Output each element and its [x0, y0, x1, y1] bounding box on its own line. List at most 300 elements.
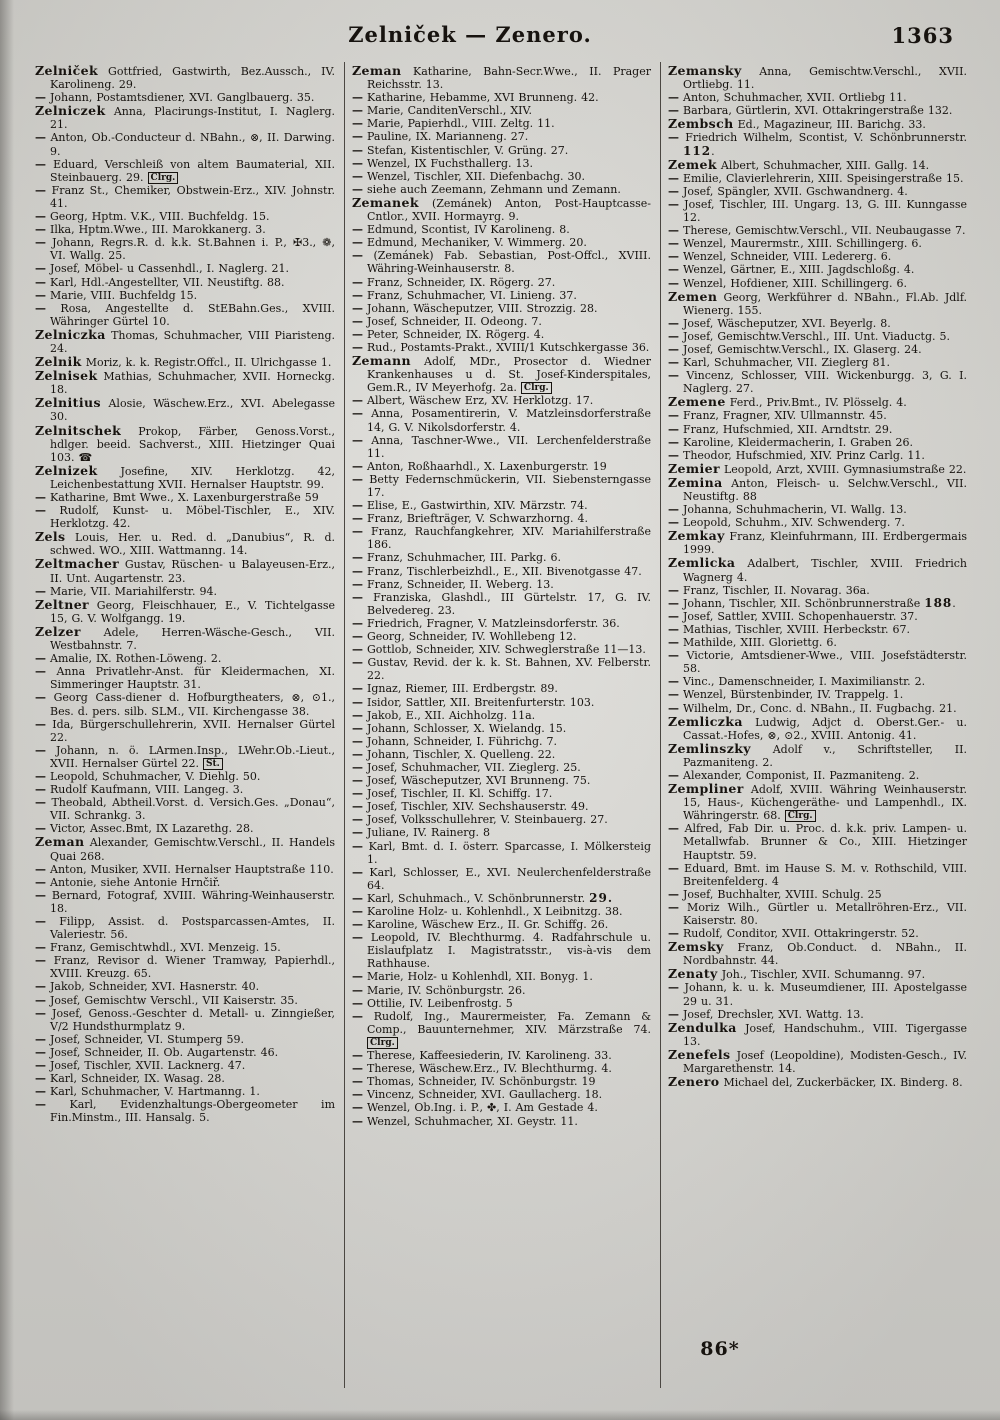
directory-entry: — Rud., Postamts-Prakt., XVIII/1 Kutschkergasse 36.	[352, 340, 650, 354]
entry-dash: —	[35, 1085, 46, 1099]
directory-entry: — Ida, Bürgerschullehrerin, XVII. Hernalser Gürtel 22.	[35, 717, 335, 744]
entry-dash: —	[352, 616, 363, 630]
directory-entry: — Vinc., Damenschneider, I. Maximilianstr. 2.	[668, 675, 926, 689]
directory-entry: — Albert, Wäschew Erz, XV. Herklotzg. 17.	[352, 394, 594, 408]
entry-dash: —	[35, 652, 46, 666]
directory-entry: Zemansky Anna, Gemischtw.Verschl., XVII. Ortliebg. 11.	[668, 63, 967, 92]
entry-dash: —	[35, 691, 46, 705]
directory-entry: — Josef, Drechsler, XVI. Wattg. 13.	[668, 1007, 864, 1021]
entry-dash: —	[35, 915, 46, 928]
entry-surname: Zelniczek	[35, 103, 106, 119]
directory-entry: — Josef, Tischler, XIV. Sechshauserstr. 49.	[352, 800, 589, 814]
entry-dash: —	[352, 905, 363, 918]
entry-surname: Zenefels	[668, 1046, 731, 1062]
entry-dash: —	[668, 131, 679, 145]
directory-entry: — Rosa, Angestellte d. StEBahn.Ges., XVIII. Währinger Gürtel 10.	[35, 301, 335, 328]
entry-dash: —	[352, 1009, 363, 1023]
directory-entry: Zenefels Josef (Leopoldine), Modisten-Gesch., IV. Margarethenstr. 14.	[668, 1046, 967, 1076]
entry-dash: —	[668, 688, 679, 702]
directory-entry: — Anna, Taschner-Wwe., VII. Lerchenfelderstraße 11.	[352, 433, 651, 460]
entry-dash: —	[352, 407, 363, 421]
entry-dash: —	[352, 1062, 363, 1076]
directory-entry: — Wenzel, Schneider, VIII. Ledererg. 6.	[668, 250, 892, 264]
directory-entry: — Wenzel, IX Fuchsthallerg. 13.	[352, 156, 533, 170]
entry-surname: Zemanek	[352, 194, 419, 210]
directory-entry: — Anna Privatlehr-Anst. für Kleidermachen, XI. Simmeringer Hauptstr. 31.	[35, 665, 335, 692]
directory-entry: — Gustav, Revid. der k. k. St. Bahnen, XV. Felberstr. 22.	[352, 656, 651, 683]
directory-entry: — Georg, Hptm. V.K., VIII. Buchfeldg. 15.	[35, 210, 270, 224]
entry-dash: —	[352, 1114, 363, 1128]
entry-dash: —	[35, 301, 46, 315]
directory-entry: — Wenzel, Schuhmacher, XI. Geystr. 11.	[352, 1114, 578, 1128]
entry-dash: —	[352, 182, 363, 196]
entry-dash: —	[352, 327, 363, 341]
directory-entry: — Josef, Buchhalter, XVIII. Schulg. 25	[668, 887, 882, 901]
entry-dash: —	[352, 918, 363, 932]
entry-dash: —	[352, 839, 363, 853]
directory-entry: — Johann, Schlosser, X. Wielandg. 15.	[352, 721, 567, 735]
directory-entry: Zelniček Gottfried, Gastwirth, Bez.Aussch., IV. Karolineng. 29.	[35, 63, 335, 92]
directory-entry: — Franz, Schneider, IX. Rögerg. 27.	[352, 275, 556, 289]
entry-surname: Zemansky	[668, 63, 742, 78]
entry-dash: —	[352, 865, 363, 879]
entry-surname: Zemkay	[668, 528, 725, 544]
directory-entry: — Johann, Tischler, XII. Schönbrunnerstraße 188.	[668, 595, 956, 610]
entry-dash: —	[352, 314, 363, 328]
directory-entry: — Anna, Posamentirerin, V. Matzleinsdorferstraße 14, G. V. Nikolsdorferstr. 4.	[352, 407, 651, 434]
directory-entry: — Franz, Fragner, XIV. Ullmannstr. 45.	[668, 409, 887, 423]
entry-surname: Zels	[35, 529, 66, 545]
directory-entry: — Mathias, Tischler, XVIII. Herbeckstr. 67.	[668, 622, 910, 636]
directory-entry: — Moriz Wilh., Gürtler u. Metallröhren-Erz., VII. Kaiserstr. 80.	[668, 900, 967, 927]
entry-surname: Zelzer	[35, 623, 81, 639]
directory-entry: — Bernard, Fotograf, XVIII. Währing-Weinhauserstr. 18.	[35, 888, 335, 915]
directory-entry: — Therese, Wäschew.Erz., IV. Blechthurmg. 4.	[352, 1062, 612, 1076]
entry-dash: —	[352, 1075, 363, 1089]
directory-entry: — Franz, Schuhmacher, III. Parkg. 6.	[352, 551, 562, 565]
directory-entry: — Peter, Schneider, IX. Rögerg. 4.	[352, 327, 545, 341]
entry-dash: —	[35, 210, 46, 224]
entry-dash: —	[668, 675, 679, 689]
entry-dash: —	[668, 237, 679, 251]
entry-dash: —	[352, 512, 363, 526]
directory-entry: — Franz, Schuhmacher, VI. Linieng. 37.	[352, 288, 577, 302]
entry-dash: —	[35, 875, 46, 889]
directory-entry: — Alexander, Componist, II. Pazmaniteng. 2.	[668, 768, 920, 782]
entry-dash: —	[668, 171, 679, 185]
entry-dash: —	[668, 435, 679, 449]
entry-dash: —	[352, 130, 363, 144]
directory-entry: — Marie, VIII. Buchfeldg 15.	[35, 288, 198, 302]
entry-dash: —	[352, 787, 363, 801]
directory-entry: Zemene Ferd., Priv.Bmt., IV. Plösselg. 4.	[668, 394, 907, 410]
directory-entry: Zeltner Georg, Fleischhauer, E., V. Tichtelgasse 15, G. V. Wolfgangg. 19.	[35, 596, 335, 625]
entry-surname: Zeltner	[35, 596, 90, 612]
directory-entry: Zendulka Josef, Handschuhm., VIII. Tigergasse 13.	[668, 1019, 967, 1048]
directory-entry: — Vincenz, Schlosser, VIII. Wickenburgg. 3, G. I. Naglerg. 27.	[668, 369, 967, 396]
entry-dash: —	[668, 887, 679, 901]
directory-entry: — Georg, Schneider, IV. Wohllebeng 12.	[352, 630, 577, 644]
entry-surname: Zelnizek	[35, 462, 98, 478]
entry-dash: —	[352, 499, 363, 513]
entry-surname: Zeltmacher	[35, 556, 120, 572]
entry-dash: —	[352, 630, 363, 644]
directory-column-1	[28, 62, 344, 1388]
directory-entry: Zelnizek Josefine, XIV. Herklotzg. 42, Leichenbestattung XVII. Hernalser Hauptstr. 99.	[35, 462, 335, 491]
directory-entry: — Therese, Gemischtw.Verschl., VII. Neubaugasse 7.	[668, 224, 966, 238]
entry-dash: —	[35, 1072, 46, 1086]
directory-entry: — Franz, Schneider, II. Weberg. 13.	[352, 577, 554, 591]
entry-surname: Zenaty	[668, 966, 718, 982]
entry-dash: —	[35, 783, 46, 797]
entry-dash: —	[352, 249, 363, 263]
entry-dash: —	[352, 891, 363, 905]
entry-dash: —	[352, 813, 363, 827]
directory-entry: — Josef, Möbel- u Cassenhdl., I. Naglerg. 21.	[35, 262, 289, 276]
entry-dash: —	[668, 701, 679, 715]
directory-entry: — Leopold, Schuhm., XIV. Schwenderg. 7.	[668, 516, 905, 530]
entry-dash: —	[668, 596, 679, 610]
directory-entry: — Edmund, Mechaniker, V. Wimmerg. 20.	[352, 236, 587, 250]
directory-entry: Zeman Katharine, Bahn-Secr.Wwe., II. Prager Reichsstr. 13.	[352, 63, 651, 92]
directory-entry: — Wenzel, Bürstenbinder, IV. Trappelg. 1.	[668, 688, 904, 702]
entry-dash: —	[352, 104, 363, 118]
directory-entry: — Karl, Bmt. d. I. österr. Sparcasse, I. Mölkersteig 1.	[352, 839, 651, 866]
directory-entry: — Wenzel, Ob.Ing. i. P., ✤, I. Am Gestade 4.	[352, 1101, 598, 1115]
directory-entry: Zelnitschek Prokop, Färber, Genoss.Vorst., hdlger. beeid. Sachverst., XIII. Hietzinger Quai 103. ☎	[35, 422, 335, 464]
entry-dash: —	[668, 224, 679, 238]
entry-dash: —	[35, 941, 46, 955]
entry-dash: —	[35, 743, 46, 757]
entry-dash: —	[668, 356, 679, 370]
entry-surname: Zempliner	[668, 781, 744, 797]
entry-dash: —	[352, 1101, 363, 1115]
entry-dash: —	[35, 1059, 46, 1073]
entry-dash: —	[668, 316, 679, 330]
scan-shadow-left	[0, 0, 14, 1420]
entry-dash: —	[35, 491, 46, 504]
directory-entry: — Georg Cass-diener d. Hofburgtheaters, ⊗, ⊙1., Bes. d. pers. silb. SLM., VII. Kirchengasse 38.	[35, 691, 335, 718]
entry-dash: —	[35, 717, 46, 731]
directory-entry: Zemann Adolf, MDr., Prosector d. Wiedner Krankenhauses u d. St. Josef-Kinderspitales, Gem.R., IV Meyerhofg. 2a. Clrg.	[352, 353, 651, 395]
entry-dash: —	[668, 649, 679, 663]
entry-surname: Zelniczka	[35, 326, 106, 342]
entry-dash: —	[668, 448, 679, 462]
entry-dash: —	[352, 996, 363, 1010]
entry-dash: —	[668, 927, 679, 941]
entry-dash: —	[352, 800, 363, 814]
directory-entry: — Karl, Schuhmacher, VII. Zieglerg 81.	[668, 356, 890, 370]
directory-entry: — Victorie, Amtsdiener-Wwe., VIII. Josefstädterstr. 58.	[668, 649, 967, 676]
directory-entry: Zemlinszky Adolf v., Schriftsteller, II. Pazmaniteng. 2.	[668, 740, 967, 769]
entry-dash: —	[35, 665, 46, 679]
entry-dash: —	[668, 329, 679, 343]
entry-dash: —	[35, 275, 46, 289]
directory-entry: — Franziska, Glashdl., III Gürtelstr. 17, G. IV. Belvedereg. 23.	[352, 590, 651, 617]
directory-entry: — Josef, Genoss.-Geschter d. Metall- u. Zinngießer, V/2 Hundsthurmplatz 9.	[35, 1006, 335, 1033]
directory-entry: Zelnik Moriz, k. k. Registr.Offcl., II. Ulrichgasse 1.	[35, 354, 332, 370]
entry-dash: —	[35, 288, 46, 302]
directory-entry: — Alfred, Fab Dir. u. Proc. d. k.k. priv. Lampen- u. Metallwfab. Brunner & Co., XIII. Hietzinger Hauptstr. 59.	[668, 822, 967, 862]
directory-entry: — Karl, Hdl.-Angestellter, VII. Neustiftg. 88.	[35, 275, 285, 289]
entry-dash: —	[352, 156, 363, 170]
entry-dash: —	[668, 516, 679, 530]
directory-entry: — Jakob, Schneider, XVI. Hasnerstr. 40.	[35, 980, 260, 994]
entry-dash: —	[35, 131, 46, 145]
directory-entry: — Wilhelm, Dr., Conc. d. NBahn., II. Fugbachg. 21.	[668, 701, 957, 715]
entry-dash: —	[35, 1045, 46, 1059]
directory-entry: — Anton, Musiker, XVII. Hernalser Hauptstraße 110.	[35, 862, 334, 876]
directory-entry: — Johann, Tischler, X. Quelleng. 22.	[352, 747, 556, 761]
directory-entry: — Theobald, Abtheil.Vorst. d. Versich.Ges. „Donau“, VII. Schrankg. 3.	[35, 796, 335, 823]
entry-surname: Zemene	[668, 394, 726, 410]
directory-entry: — Therese, Kaffeesiederin, IV. Karolineng. 33.	[352, 1049, 612, 1063]
entry-dash: —	[668, 409, 679, 423]
directory-entry: Zembsch Ed., Magazineur, III. Barichg. 33.	[668, 116, 926, 132]
directory-entry: Zemier Leopold, Arzt, XVIII. Gymnasiumstraße 22.	[668, 460, 967, 476]
entry-dash: —	[668, 422, 679, 436]
entry-dash: —	[352, 551, 363, 565]
directory-entry: — Josef, Wäscheputzer, XVI Brunneng. 75.	[352, 774, 591, 788]
directory-entry: — Rudolf, Ing., Maurermeister, Fa. Zemann & Comp., Bauunternehmer, XIV. Märzstraße 74. Clrg.	[352, 1009, 651, 1048]
directory-entry: — Josef, Schneider, II. Ob. Augartenstr. 46.	[35, 1045, 279, 1059]
directory-entry: — Wenzel, Gärtner, E., XIII. Jagdschloßg. 4.	[668, 263, 915, 277]
entry-surname: Zendulka	[668, 1019, 737, 1035]
entry-dash: —	[668, 184, 679, 198]
directory-entry: — Josef, Schneider, VI. Stumperg 59.	[35, 1032, 244, 1046]
directory-entry: Zemina Anton, Fleisch- u. Selchw.Verschl., VII. Neustiftg. 88	[668, 474, 967, 503]
directory-entry: — Johann, Wäscheputzer, VIII. Strozzig. 28.	[352, 301, 598, 315]
entry-dash: —	[352, 288, 363, 302]
entry-dash: —	[352, 983, 363, 997]
entry-surname: Zemlicka	[668, 555, 736, 571]
directory-entry: — Johann, n. ö. LArmen.Insp., LWehr.Ob.-Lieut., XVII. Hernalser Gürtel 22. St.	[35, 743, 335, 770]
entry-surname: Zemsky	[668, 939, 724, 955]
directory-entry: — Marie, VII. Mariahilferstr. 94.	[35, 584, 217, 598]
directory-entry: Zelnisek Mathias, Schuhmacher, XVII. Horneckg. 18.	[35, 368, 335, 397]
entry-dash: —	[35, 183, 46, 197]
page-footer	[660, 1338, 780, 1360]
entry-dash: —	[352, 643, 363, 657]
directory-entry: — Stefan, Kistentischler, V. Grüng. 27.	[352, 143, 569, 157]
entry-dash: —	[352, 472, 363, 486]
entry-dash: —	[352, 223, 363, 237]
entry-dash: —	[352, 695, 363, 709]
directory-entry: Zemanek (Zemánek) Anton, Post-Hauptcasse-Cntlor., XVII. Hormayrg. 9.	[352, 194, 651, 224]
entry-dash: —	[668, 583, 679, 597]
directory-entry: — Marie, Holz- u Kohlenhdl, XII. Bonyg. 1.	[352, 970, 593, 984]
entry-dash: —	[352, 1088, 363, 1102]
entry-dash: —	[668, 276, 679, 290]
entry-dash: —	[35, 157, 46, 171]
entry-dash: —	[35, 862, 46, 876]
directory-entry: — siehe auch Zeemann, Zehmann und Zemann.	[352, 182, 621, 196]
entry-badge: Clrg.	[367, 1037, 398, 1049]
entry-surname: Zeman	[352, 63, 402, 78]
directory-entry: — Anton, Roßhaarhdl., X. Laxenburgerstr. 19	[352, 459, 607, 473]
entry-dash: —	[35, 822, 46, 836]
directory-entry: Zempliner Adolf, XVIII. Währing Weinhauserstr. 15, Haus-, Küchengeräthe- und Lampenhdl., IX. Währingerstr. 68. Clrg.	[668, 781, 967, 823]
entry-surname: Zelnitius	[35, 395, 101, 411]
entry-dash: —	[35, 1098, 46, 1112]
directory-entry: — Karoline Holz- u. Kohlenhdl., X Leibnitzg. 38.	[352, 905, 623, 918]
entry-dash: —	[352, 459, 363, 473]
entry-dash: —	[352, 1049, 363, 1063]
directory-entry: — Josef, Tischler, III. Ungarg. 13, G. III. Kunngasse 12.	[668, 197, 967, 225]
entry-surname: Zemen	[668, 288, 718, 304]
entry-dash: —	[35, 223, 46, 237]
directory-entry: — Amalie, IX. Rothen-Löweng. 2.	[35, 652, 222, 666]
directory-entry: Zemsky Franz, Ob.Conduct. d. NBahn., II. Nordbahnstr. 44.	[668, 939, 967, 968]
entry-dash: —	[668, 503, 679, 517]
directory-entry: — Gottlob, Schneider, XIV. Schweglerstraße 11—13.	[352, 643, 646, 657]
directory-entry: — Katharine, Hebamme, XVI Brunneng. 42.	[352, 91, 599, 105]
directory-entry: — Josef, Tischler, XVII. Lacknerg. 47.	[35, 1059, 246, 1073]
entry-dash: —	[352, 760, 363, 774]
page-title: Zelniček — Zenero.	[348, 22, 592, 47]
directory-entry: — Franz, Briefträger, V. Schwarzhorng. 4.	[352, 512, 588, 526]
directory-entry: — Josef, Schuhmacher, VII. Zieglerg. 25.	[352, 760, 581, 774]
entry-dash: —	[35, 584, 46, 598]
directory-entry: — Marie, Papierhdl., VIII. Zeltg. 11.	[352, 117, 555, 131]
directory-entry: — Josef, Schneider, II. Odeong. 7.	[352, 314, 542, 328]
entry-dash: —	[668, 342, 679, 356]
directory-entry: — Franz, Revisor d. Wiener Tramway, Papierhdl., XVIII. Kreuzg. 65.	[35, 954, 335, 981]
entry-surname: Zeman	[35, 834, 85, 850]
directory-entry: — Rudolf, Conditor, XVII. Ottakringerstr. 52.	[668, 927, 919, 941]
entry-dash: —	[352, 590, 363, 604]
entry-dash: —	[35, 236, 46, 250]
entry-surname: Zemlinszky	[668, 740, 751, 756]
directory-column-2	[344, 62, 660, 1388]
directory-entry: — Theodor, Hufschmied, XIV. Prinz Carlg. 11.	[668, 448, 925, 462]
entry-dash: —	[668, 981, 679, 995]
directory-entry: — Karl, Schlosser, E., XVI. Neulerchenfelderstraße 64.	[352, 865, 651, 892]
directory-entry: — Franz, Tischler, II. Novarag. 36a.	[668, 583, 870, 597]
entry-dash: —	[668, 622, 679, 636]
entry-dash: —	[352, 564, 363, 578]
entry-dash: —	[668, 1007, 679, 1021]
directory-entry: — Franz, Gemischtwhdl., XVI. Menzeig. 15.	[35, 941, 281, 955]
entry-surname: Zembsch	[668, 116, 734, 132]
entry-dash: —	[352, 826, 363, 840]
directory-entry: — Karl, Schuhmacher, V. Hartmanng. 1.	[35, 1085, 260, 1099]
directory-entry: — Josef, Spängler, XVII. Gschwandnerg. 4.	[668, 184, 908, 198]
entry-dash: —	[352, 433, 363, 447]
entry-surname: Zenero	[668, 1074, 720, 1090]
directory-entry: — Johann, Regrs.R. d. k.k. St.Bahnen i. P., ✠3., ❁, VI. Wallg. 25.	[35, 236, 335, 263]
entry-dash: —	[35, 954, 46, 968]
directory-entry: — Johann, Postamtsdiener, XVI. Ganglbauerg. 35.	[35, 91, 315, 105]
entry-dash: —	[35, 262, 46, 276]
entry-dash: —	[668, 636, 679, 650]
directory-entry: — Ignaz, Riemer, III. Erdbergstr. 89.	[352, 682, 558, 696]
entry-dash: —	[668, 197, 679, 211]
entry-dash: —	[35, 796, 46, 810]
directory-entry: — Ottilie, IV. Leibenfrostg. 5	[352, 996, 513, 1010]
entry-dash: —	[668, 822, 679, 836]
directory-entry: Zelniczek Anna, Placirungs-Institut, I. Naglerg. 21.	[35, 103, 335, 132]
directory-entry: — Wenzel, Maurermstr., XIII. Schillingerg. 6.	[668, 237, 922, 251]
entry-badge: Clrg.	[148, 172, 179, 184]
entry-dash: —	[668, 900, 679, 914]
directory-entry: — Josef, Wäscheputzer, XVI. Beyerlg. 8.	[668, 316, 891, 330]
entry-surname: Zemliczka	[668, 713, 743, 729]
directory-entry: — Edmund, Scontist, IV Karolineng. 8.	[352, 223, 570, 237]
directory-entry: — Jakob, E., XII. Aichholzg. 11a.	[352, 708, 536, 722]
entry-dash: —	[352, 747, 363, 761]
directory-entry: — Josef, Tischler, II. Kl. Schiffg. 17.	[352, 787, 553, 801]
directory-entry: Zels Louis, Her. u. Red. d. „Danubius“, R. d. schwed. WO., XIII. Wattmanng. 14.	[35, 529, 335, 558]
entry-dash: —	[352, 143, 363, 157]
entry-dash: —	[35, 993, 46, 1007]
directory-entry: Zeltmacher Gustav, Rüschen- u Balayeusen-Erz., II. Unt. Augartenstr. 23.	[35, 556, 335, 585]
directory-entry: — Karl, Schuhmach., V. Schönbrunnerstr. 29.	[352, 890, 614, 905]
entry-dash: —	[35, 1032, 46, 1046]
directory-columns	[28, 62, 976, 1388]
directory-entry: — Antonie, siehe Antonie Hrnčiř.	[35, 875, 221, 889]
entry-dash: —	[352, 236, 363, 250]
page-header	[0, 22, 1000, 56]
directory-entry: — Josef, Gemischtw Verschl., VII Kaiserstr. 35.	[35, 993, 298, 1007]
directory-entry: Zelniczka Thomas, Schuhmacher, VIII Piaristeng. 24.	[35, 326, 335, 355]
entry-dash: —	[668, 104, 679, 118]
directory-column-3	[660, 62, 976, 1388]
directory-entry: — Elise, E., Gastwirthin, XIV. Märzstr. 74.	[352, 499, 588, 513]
entry-dash: —	[352, 301, 363, 315]
directory-entry: Zemliczka Ludwig, Adjct d. Oberst.Ger.- u. Cassat.-Hofes, ⊗, ⊙2., XVIII. Antonig. 41.	[668, 713, 967, 742]
directory-entry: — Friedrich, Fragner, V. Matzleinsdorferstr. 36.	[352, 616, 620, 630]
directory-entry: — Karoline, Wäschew Erz., II. Gr. Schiffg. 26.	[352, 918, 609, 932]
directory-entry: — Karl, Evidenzhaltungs-Obergeometer im Fin.Minstm., III. Hansalg. 5.	[35, 1098, 335, 1125]
entry-dash: —	[352, 774, 363, 788]
directory-entry: — Friedrich Wilhelm, Scontist, V. Schönbrunnerstr. 112.	[668, 131, 967, 158]
entry-dash: —	[352, 734, 363, 748]
directory-entry: — Johanna, Schuhmacherin, VI. Wallg. 13.	[668, 503, 907, 517]
entry-badge: Clrg.	[785, 810, 816, 822]
entry-dash: —	[352, 708, 363, 722]
entry-dash: —	[352, 91, 363, 105]
directory-entry: Zenero Michael del, Zuckerbäcker, IX. Binderg. 8.	[668, 1074, 963, 1090]
entry-dash: —	[668, 768, 679, 782]
directory-entry: — Franz, Rauchfangkehrer, XIV. Mariahilferstraße 186.	[352, 525, 651, 552]
entry-dash: —	[352, 577, 363, 591]
entry-dash: —	[35, 91, 46, 105]
directory-entry: — Josef, Volksschullehrer, V. Steinbauerg. 27.	[352, 813, 608, 827]
entry-dash: —	[352, 394, 363, 408]
directory-entry: — Johann, Schneider, I. Führichg. 7.	[352, 734, 558, 748]
entry-dash: —	[352, 682, 363, 696]
entry-dash: —	[668, 263, 679, 277]
directory-entry: — Eduard, Bmt. im Hause S. M. v. Rothschild, VIII. Breitenfelderg. 4	[668, 861, 967, 888]
directory-entry: Zeman Alexander, Gemischtw.Verschl., II. Handels Quai 268.	[35, 834, 335, 863]
directory-entry: Zemek Albert, Schuhmacher, XIII. Gallg. 14.	[668, 156, 930, 172]
entry-dash: —	[352, 721, 363, 735]
directory-entry: — Rudolf, Kunst- u. Möbel-Tischler, E., XIV. Herklotzg. 42.	[35, 504, 335, 531]
entry-dash: —	[352, 970, 363, 984]
directory-entry: Zenaty Joh., Tischler, XVII. Schumanng. 97.	[668, 966, 926, 982]
entry-dash: —	[352, 656, 363, 670]
directory-entry: — Pauline, IX. Marianneng. 27.	[352, 130, 529, 144]
entry-surname: Zelniček	[35, 63, 99, 78]
entry-surname: Zemann	[352, 353, 411, 369]
signature-mark: 86*	[700, 1338, 740, 1360]
entry-dash: —	[668, 250, 679, 264]
entry-surname: Zemek	[668, 156, 717, 172]
entry-dash: —	[668, 91, 679, 105]
page-number: 1363	[891, 23, 954, 48]
scan-shadow-bottom	[0, 1410, 1000, 1420]
